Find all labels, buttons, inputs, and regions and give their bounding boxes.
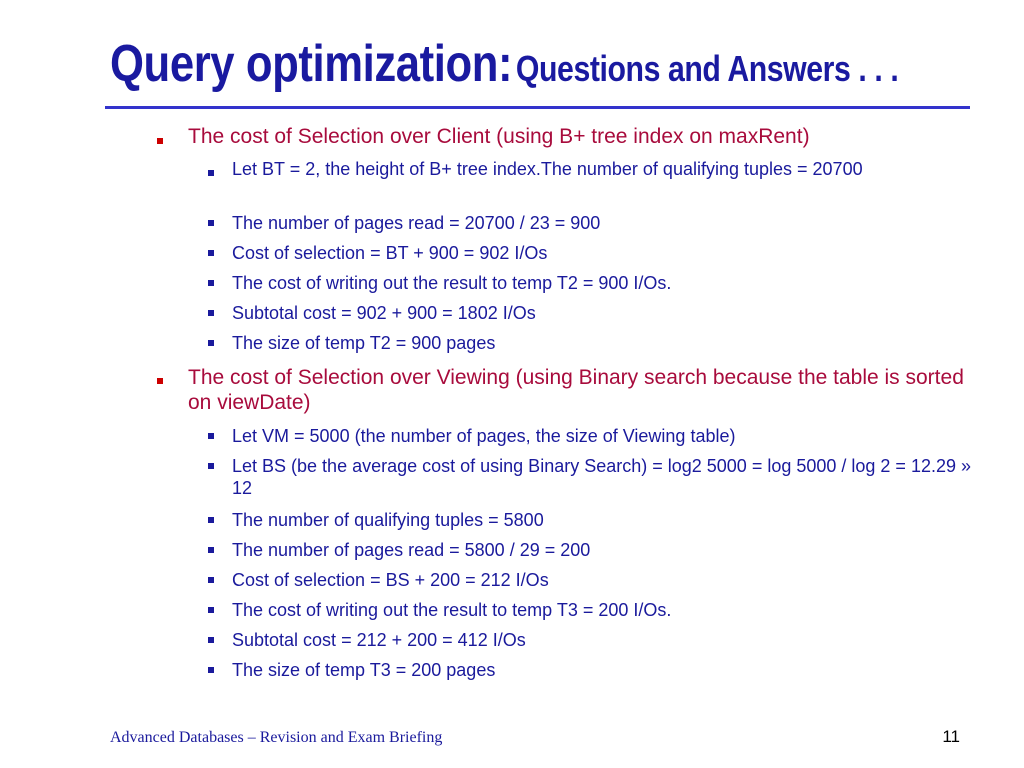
list-item: The number of pages read = 20700 / 23 = 900 (232, 213, 601, 233)
bullet-square-icon (208, 310, 214, 316)
bullet-square-icon (208, 607, 214, 613)
bullet-square-icon (208, 577, 214, 583)
list-item: The size of temp T2 = 900 pages (232, 333, 496, 353)
title-main: Query optimization: (110, 35, 513, 93)
title-divider (105, 106, 970, 109)
bullet-square-icon (208, 250, 214, 256)
page-number: 11 (942, 727, 960, 746)
bullet-square-icon (208, 170, 214, 176)
list-item: The size of temp T3 = 200 pages (232, 660, 496, 680)
bullet-square-icon (208, 637, 214, 643)
bullet-square-icon (208, 280, 214, 286)
bullet-square-icon (157, 378, 163, 384)
bullet-square-icon (208, 433, 214, 439)
list-item: Subtotal cost = 212 + 200 = 412 I/Os (232, 630, 526, 650)
bullet-square-icon (208, 547, 214, 553)
list-item: Cost of selection = BT + 900 = 902 I/Os (232, 243, 548, 263)
list-item: The cost of writing out the result to temp T3 = 200 I/Os. (232, 600, 672, 620)
bullet-square-icon (208, 463, 214, 469)
list-item: The number of qualifying tuples = 5800 (232, 510, 544, 530)
list-item: The cost of writing out the result to temp T2 = 900 I/Os. (232, 273, 672, 293)
slide-footer: Advanced Databases – Revision and Exam Briefing (110, 729, 443, 746)
bullet-square-icon (157, 138, 163, 144)
bullet-square-icon (208, 220, 214, 226)
section1-heading: The cost of Selection over Client (using B+ tree index on maxRent) (188, 125, 810, 148)
bullet-square-icon (208, 667, 214, 673)
list-item: The number of pages read = 5800 / 29 = 200 (232, 540, 591, 560)
list-item: Cost of selection = BS + 200 = 212 I/Os (232, 570, 549, 590)
section2-heading: The cost of Selection over Viewing (using Binary search because the table is sorted on viewDate) (188, 366, 964, 414)
list-item: Let BT = 2, the height of B+ tree index.The number of qualifying tuples = 20700 (232, 159, 863, 179)
list-item: Let BS (be the average cost of using Binary Search) = log2 5000 = log 5000 / log 2 = 12.29 » 12 (232, 456, 972, 498)
list-item: Subtotal cost = 902 + 900 = 1802 I/Os (232, 303, 536, 323)
title-subtitle: Questions and Answers . . . (515, 48, 899, 89)
bullet-square-icon (208, 340, 214, 346)
slide-title (110, 34, 899, 94)
list-item: Let VM = 5000 (the number of pages, the size of Viewing table) (232, 426, 736, 446)
bullet-square-icon (208, 517, 214, 523)
